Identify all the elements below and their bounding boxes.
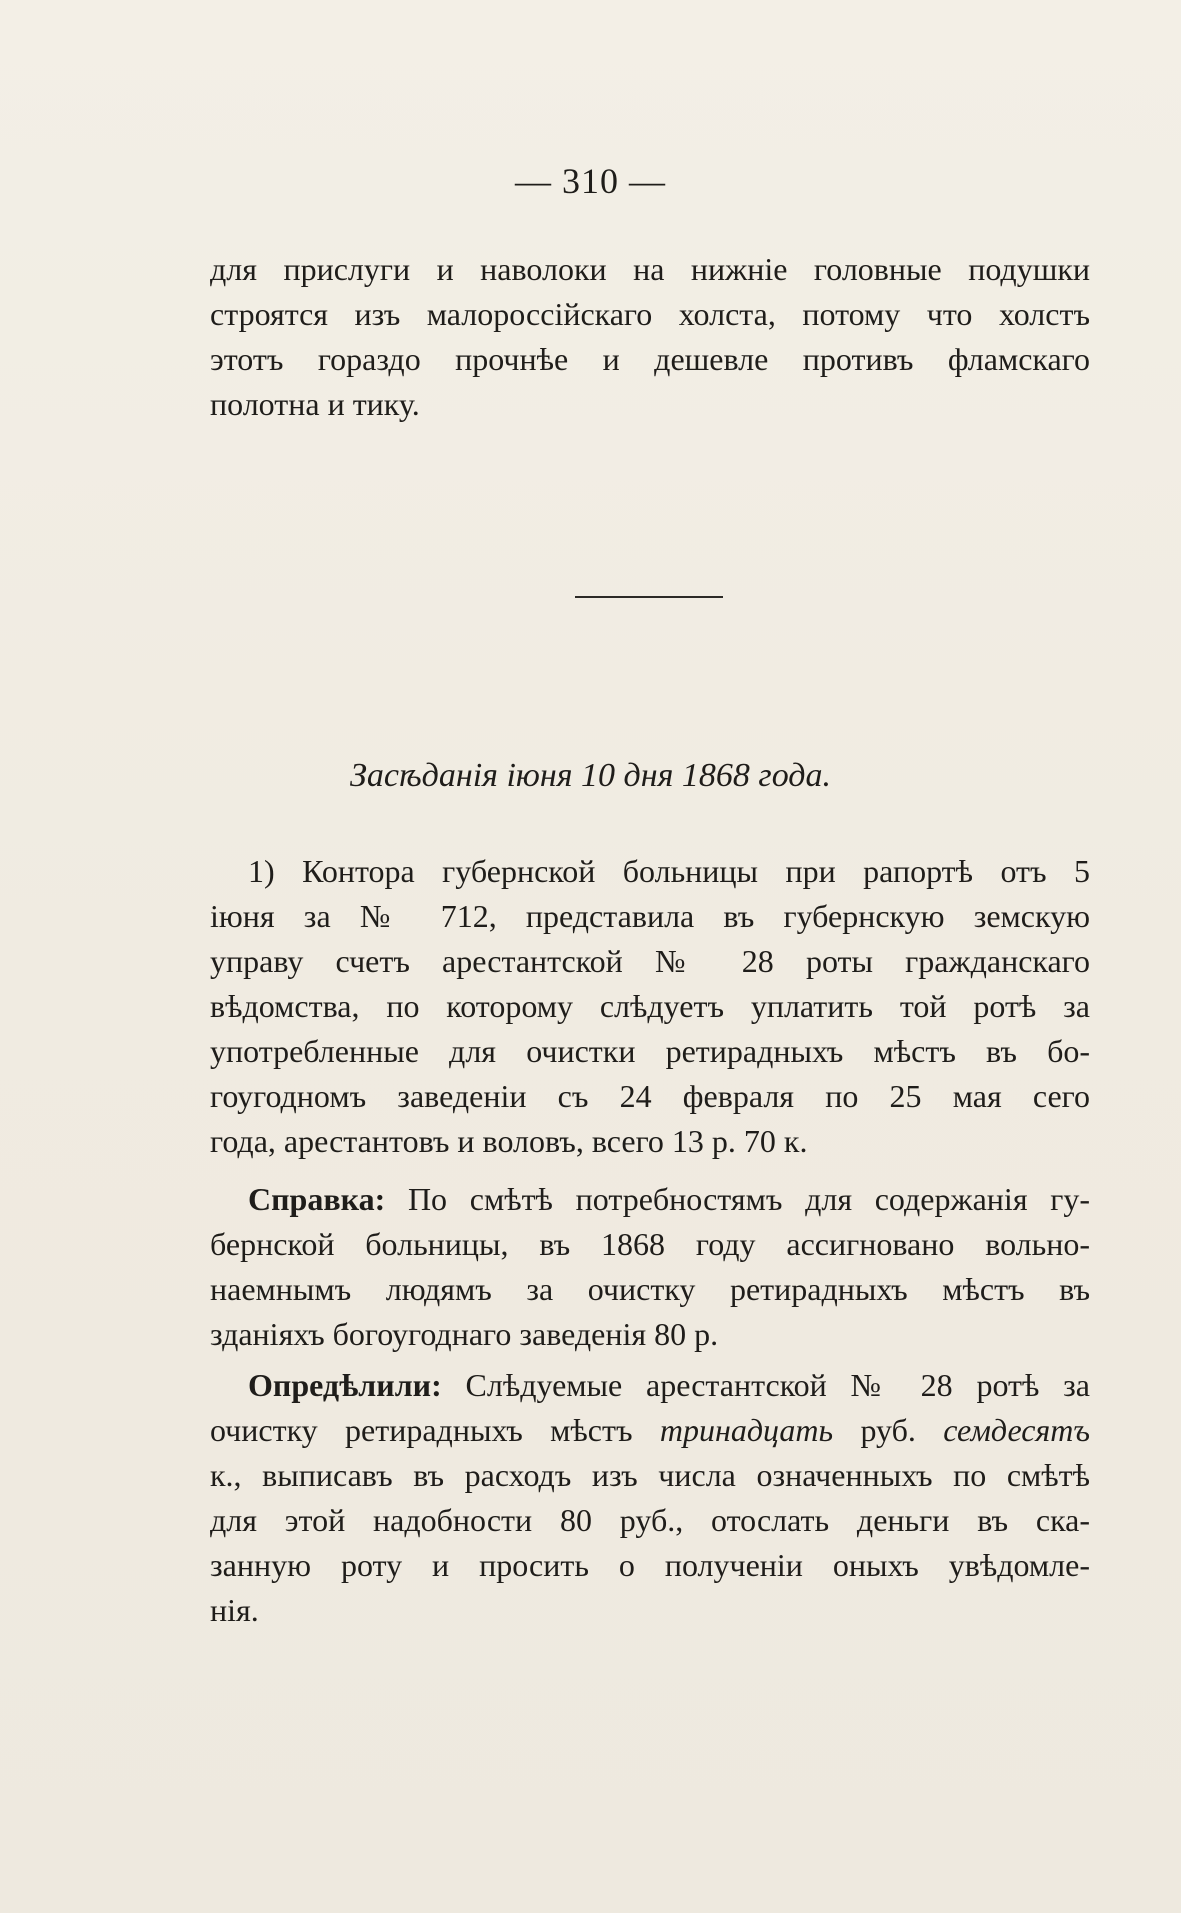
text-fragment: очистку ретирадныхъ мѣстъ [210, 1412, 660, 1448]
text-line: употребленные для очистки ретирадныхъ мѣстъ въ бо- [210, 1033, 1090, 1069]
text-line: нія. [210, 1592, 259, 1628]
opredelili-label: Опредѣлили: [248, 1367, 442, 1403]
text-line: этотъ гораздо прочнѣе и дешевле противъ фламскаго [210, 341, 1090, 377]
session-heading: Засѣданія іюня 10 дня 1868 года. [350, 757, 831, 794]
italic-word: семдесятъ [943, 1412, 1091, 1448]
text-line: бернской больницы, въ 1868 году ассигновано вольно- [210, 1226, 1090, 1262]
text-line: наемнымъ людямъ за очистку ретирадныхъ мѣстъ въ [210, 1271, 1090, 1307]
spravka-label: Справка: [248, 1181, 386, 1217]
text-line: полотна и тику. [210, 386, 420, 422]
intro-paragraph [210, 247, 1090, 427]
text-line: управу счетъ арестантской № 28 роты гражданскаго [210, 943, 1090, 979]
text-line: года, арестантовъ и воловъ, всего 13 р. 70 к. [210, 1123, 808, 1159]
text-line: 1) Контора губернской больницы при рапортѣ отъ 5 [248, 853, 1090, 889]
italic-word: тринадцать [659, 1412, 834, 1448]
item-1-paragraph [210, 849, 1090, 1164]
text-fragment: руб. [833, 1412, 944, 1448]
text-line: вѣдомства, по которому слѣдуетъ уплатить той ротѣ за [210, 988, 1090, 1024]
text-line [210, 1363, 1090, 1408]
text-line: занную роту и просить о полученіи оныхъ увѣдомле- [210, 1547, 1090, 1583]
text-line [210, 1177, 1090, 1222]
text-line: строятся изъ малороссійскаго холста, потому что холстъ [210, 296, 1090, 332]
text-line: для этой надобности 80 руб., отослать деньги въ ска- [210, 1502, 1090, 1538]
text-line: іюня за № 712, представила въ губернскую земскую [210, 898, 1090, 934]
spravka-paragraph [210, 1177, 1090, 1357]
text-line [210, 1408, 1090, 1453]
opredelili-paragraph [210, 1363, 1090, 1633]
text-line: к., выписавъ въ расходъ изъ числа означенныхъ по смѣтѣ [210, 1457, 1090, 1493]
page-number: — 310 — [515, 161, 666, 201]
text-line: гоугодномъ заведеніи съ 24 февраля по 25 мая сего [210, 1078, 1090, 1114]
section-divider [575, 596, 723, 598]
text-line: для прислуги и наволоки на нижніе головные подушки [210, 251, 1090, 287]
spravka-text: По смѣтѣ потребностямъ для содержанія гу- [407, 1181, 1091, 1217]
opredelili-text: Слѣдуемые арестантской № 28 ротѣ за [465, 1367, 1091, 1403]
text-line: зданіяхъ богоугоднаго заведенія 80 р. [210, 1316, 719, 1352]
